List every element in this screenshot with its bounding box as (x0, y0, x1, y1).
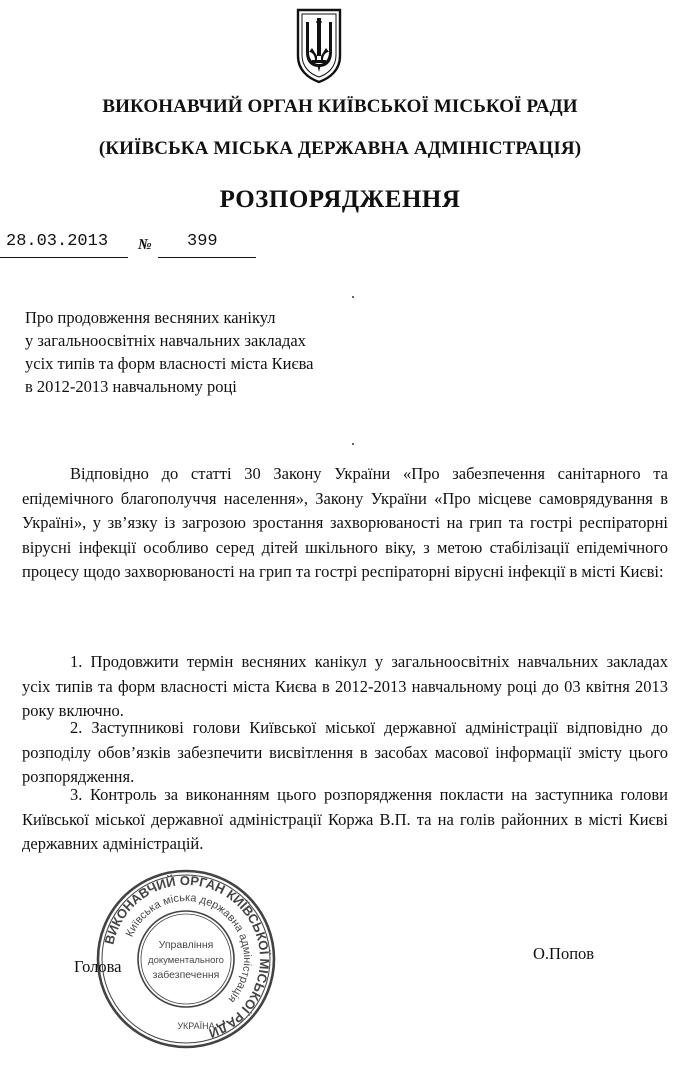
official-seal-stamp (95, 868, 277, 1050)
subject-line: в 2012-2013 навчальному році (25, 377, 237, 396)
signatory-title: Голова (74, 957, 122, 976)
number-sign: № (138, 237, 152, 253)
seal-center-line: Управління (158, 939, 214, 951)
document-type-title: РОЗПОРЯДЖЕННЯ (219, 186, 461, 213)
seal-bottom-text: УКРАЇНА (177, 1021, 215, 1031)
seal-inner-text: Київська міська державна адміністрація (123, 891, 254, 1005)
order-item-1: 1. Продовжити термін весняних канікул у загальноосвітніх навчальних закладах усіх типів та форм власності міста Києва в 2012-2013 навчальному році до 03 квітня 2013 року включно. (22, 652, 668, 720)
coat-of-arms-icon (294, 8, 344, 84)
scan-speck (352, 296, 354, 298)
signatory-name: О.Попов (533, 944, 595, 963)
date-underline (0, 257, 128, 258)
subject-line: усіх типів та форм власності міста Києва (25, 354, 314, 373)
document-subject (25, 306, 385, 398)
seal-center-line: документального (148, 955, 224, 966)
subject-line: Про продовження весняних канікул (25, 308, 276, 327)
org-name-line2: (КИЇВСЬКА МІСЬКА ДЕРЖАВНА АДМІНІСТРАЦІЯ) (98, 138, 582, 159)
number-underline (158, 257, 256, 258)
seal-center-line: забезпечення (152, 969, 220, 981)
org-name-line1: ВИКОНАВЧИЙ ОРГАН КИЇВСЬКОЇ МІСЬКОЇ РАДИ (102, 96, 578, 117)
preamble-paragraph: Відповідно до статті 30 Закону України «Про забезпечення санітарного та епідемічного благополуччя населення», Закону України «Про місцеве самоврядування в Україні», у зв’язку із загрозою зростання захворюваності на грип та гострі респіраторні вірусні інфекції особливо серед дітей шкільного віку, з метою стабілізації епідемічного процесу щодо захворюваності на грип та гострі респіраторні вірусні інфекції в місті Києві: (22, 464, 668, 581)
date-number-row (0, 232, 300, 262)
subject-line: у загальноосвітніх навчальних закладах (25, 331, 306, 350)
document-number: 399 (187, 232, 218, 251)
document-date: 28.03.2013 (6, 232, 109, 251)
seal-outer-text: ВИКОНАВЧИЙ ОРГАН КИЇВСЬКОЇ МІСЬКОЇ РАДИ (101, 872, 273, 1042)
order-item-2: 2. Заступникові голови Київської міської державної адміністрації відповідно до розподілу обов’язків забезпечити висвітлення в засобах масової інформації змісту цього розпорядження. (22, 718, 668, 786)
scan-speck (352, 443, 354, 445)
order-item-3: 3. Контроль за виконанням цього розпорядження покласти на заступника голови Київської міської державної адміністрації Коржа В.П. та на голів районних в місті Києві державних адміністрацій. (22, 785, 668, 853)
